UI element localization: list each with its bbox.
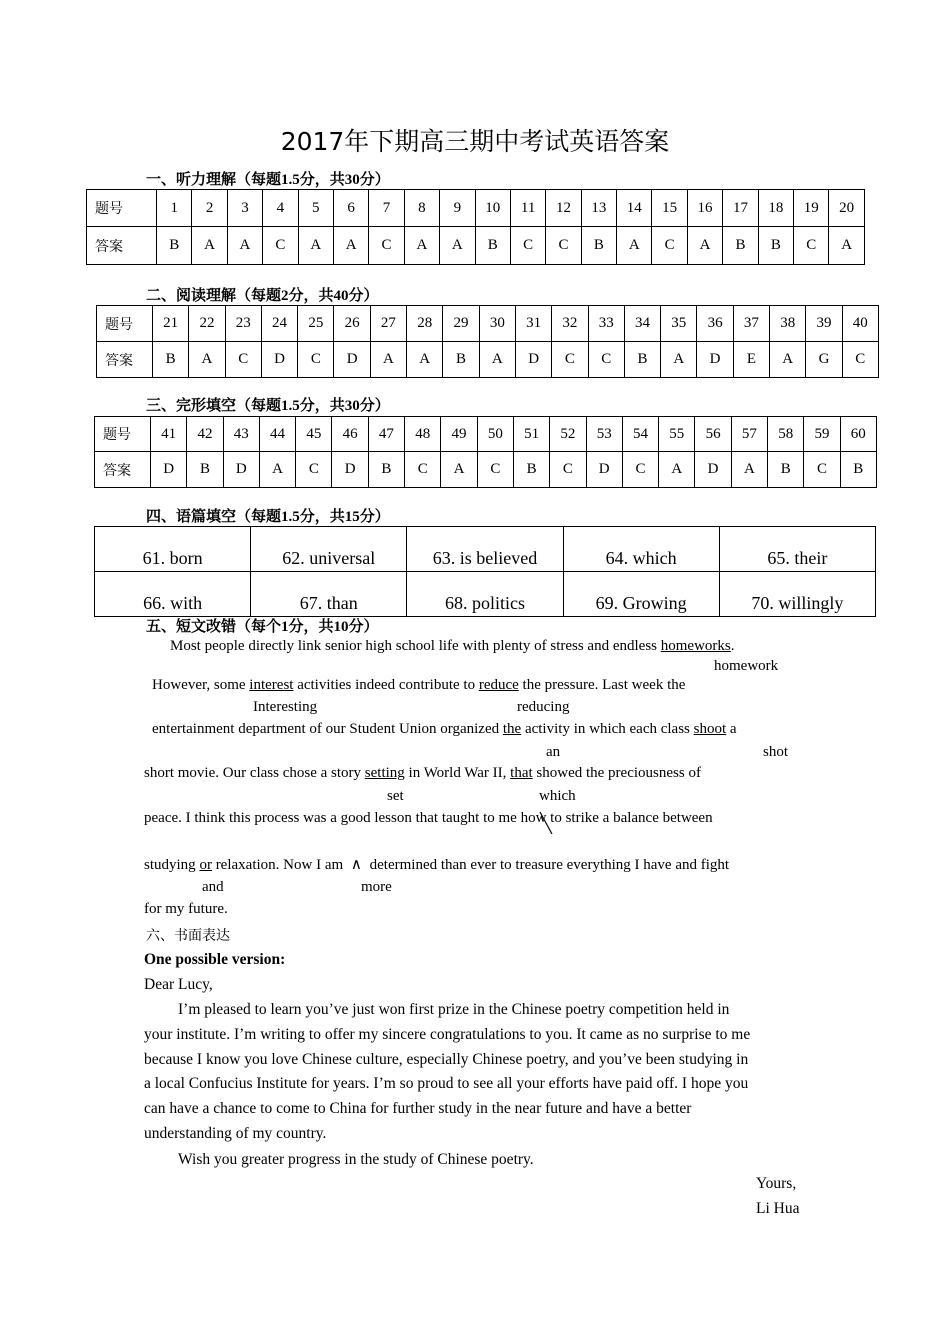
section-heading-cloze: 三、完形填空（每题1.5分，共30分）	[146, 398, 390, 414]
question-number: 44	[259, 417, 295, 452]
answer-letter: C	[588, 342, 624, 378]
correction-word: and	[202, 879, 224, 895]
section-heading-writing: 六、书面表达	[146, 928, 230, 944]
answer-letter: C	[842, 342, 878, 378]
correction-word: more	[361, 879, 392, 895]
letter-signature: Li Hua	[756, 1200, 800, 1217]
table-row	[95, 452, 877, 488]
fill-answer: 70. willingly	[719, 572, 875, 617]
answer-letter: A	[407, 342, 443, 378]
question-number: 23	[225, 306, 261, 342]
question-number: 47	[368, 417, 404, 452]
answer-letter: A	[617, 227, 652, 265]
section-heading-error-correction: 五、短文改错（每个1分，共10分）	[146, 619, 379, 635]
answer-letter: D	[334, 342, 370, 378]
question-number: 40	[842, 306, 878, 342]
answer-letter: B	[187, 452, 223, 488]
correction-word: an	[546, 744, 561, 760]
question-number: 5	[298, 190, 333, 227]
question-number: 29	[443, 306, 479, 342]
answer-row-label: 答案	[87, 227, 157, 265]
cloze-answer-table	[94, 416, 877, 488]
error-word: shoot	[693, 721, 727, 737]
answer-letter: A	[259, 452, 295, 488]
fill-answer: 63. is believed	[407, 527, 563, 572]
answer-letter: C	[296, 452, 332, 488]
grammar-fill-table	[94, 526, 876, 617]
answer-letter: D	[697, 342, 733, 378]
answer-letter: D	[151, 452, 187, 488]
answer-letter: A	[441, 452, 477, 488]
question-number: 3	[227, 190, 262, 227]
fill-answer: 64. which	[563, 527, 719, 572]
error-word: setting	[364, 765, 405, 781]
answer-letter: D	[586, 452, 622, 488]
question-number: 32	[552, 306, 588, 342]
answer-letter: A	[479, 342, 515, 378]
question-number: 12	[546, 190, 581, 227]
table-row	[97, 306, 879, 342]
question-number: 4	[263, 190, 298, 227]
error-word: the	[502, 721, 522, 737]
error-word: homeworks	[660, 638, 731, 654]
answer-letter: B	[368, 452, 404, 488]
answer-letter: C	[804, 452, 840, 488]
answer-letter: A	[731, 452, 767, 488]
answer-letter: B	[758, 227, 793, 265]
answer-letter: C	[622, 452, 658, 488]
fill-answer: 66. with	[95, 572, 251, 617]
answer-letter: B	[443, 342, 479, 378]
fill-answer: 67. than	[251, 572, 407, 617]
table-row	[87, 227, 865, 265]
error-word: interest	[249, 677, 294, 693]
question-number: 49	[441, 417, 477, 452]
answer-letter: D	[695, 452, 731, 488]
question-number: 25	[298, 306, 334, 342]
question-number: 43	[223, 417, 259, 452]
table-row	[95, 527, 876, 572]
error-word: or	[199, 857, 212, 873]
answer-letter: C	[552, 342, 588, 378]
answer-letter: A	[333, 227, 368, 265]
question-number: 19	[794, 190, 829, 227]
question-number: 14	[617, 190, 652, 227]
correction-word: Interesting	[253, 699, 318, 715]
answer-letter: B	[153, 342, 189, 378]
answer-letter: C	[298, 342, 334, 378]
answer-letter: C	[225, 342, 261, 378]
question-number: 56	[695, 417, 731, 452]
question-number: 27	[370, 306, 406, 342]
correction-line: Most people directly link senior high school life with plenty of stress and endless homeworks.	[170, 638, 735, 654]
question-number: 46	[332, 417, 368, 452]
answer-letter: B	[723, 227, 758, 265]
answer-letter: C	[794, 227, 829, 265]
question-number: 15	[652, 190, 687, 227]
number-row-label: 题号	[95, 417, 151, 452]
question-number: 45	[296, 417, 332, 452]
answer-letter: C	[369, 227, 404, 265]
question-number: 6	[333, 190, 368, 227]
answer-letter: C	[510, 227, 545, 265]
fill-answer: 69. Growing	[563, 572, 719, 617]
correction-word: reducing	[517, 699, 570, 715]
question-number: 41	[151, 417, 187, 452]
question-number: 20	[829, 190, 864, 227]
answer-letter: A	[659, 452, 695, 488]
question-number: 42	[187, 417, 223, 452]
answer-letter: A	[298, 227, 333, 265]
section-heading-reading: 二、阅读理解（每题2分，共40分）	[146, 288, 379, 304]
answer-letter: A	[770, 342, 806, 378]
letter-line: I’m pleased to learn you’ve just won first prize in the Chinese poetry competition held in	[178, 1001, 730, 1018]
answer-letter: B	[475, 227, 510, 265]
question-number: 10	[475, 190, 510, 227]
insertion-caret-icon: ∧	[350, 857, 362, 873]
question-number: 53	[586, 417, 622, 452]
answer-letter: D	[223, 452, 259, 488]
answer-row-label: 答案	[97, 342, 153, 378]
table-row	[97, 342, 879, 378]
question-number: 58	[768, 417, 804, 452]
answer-letter: A	[192, 227, 227, 265]
table-row	[95, 572, 876, 617]
correction-word: homework	[714, 658, 779, 674]
question-number: 30	[479, 306, 515, 342]
question-number: 50	[477, 417, 513, 452]
correction-line: studying or relaxation. Now I am ∧ determined than ever to treasure everything I have and fight	[144, 857, 730, 873]
answer-letter: A	[189, 342, 225, 378]
question-number: 37	[733, 306, 769, 342]
listening-answer-table	[86, 189, 865, 265]
answer-letter: C	[550, 452, 586, 488]
question-number: 48	[405, 417, 441, 452]
correction-line: short movie. Our class chose a story setting in World War II, that showed the preciousness of	[144, 765, 701, 781]
question-number: 9	[440, 190, 475, 227]
letter-line: can have a chance to come to China for further study in the near future and have a better	[144, 1100, 692, 1117]
question-number: 52	[550, 417, 586, 452]
fill-answer: 61. born	[95, 527, 251, 572]
question-number: 38	[770, 306, 806, 342]
question-number: 57	[731, 417, 767, 452]
correction-line: for my future.	[144, 901, 228, 917]
reading-answer-table	[96, 305, 879, 378]
answer-letter: A	[687, 227, 722, 265]
error-word: that	[510, 765, 533, 781]
correction-word: which	[539, 788, 576, 804]
correction-word: shot	[763, 744, 789, 760]
question-number: 54	[622, 417, 658, 452]
answer-letter: D	[515, 342, 551, 378]
letter-line: Wish you greater progress in the study of Chinese poetry.	[178, 1151, 534, 1168]
answer-letter: C	[652, 227, 687, 265]
correction-line: peace. I think this process was a good lesson that taught to me how to strike a balance between	[144, 810, 713, 826]
question-number: 34	[624, 306, 660, 342]
answer-letter: B	[624, 342, 660, 378]
correction-line: However, some interest activities indeed contribute to reduce the pressure. Last week the	[152, 677, 686, 693]
correction-word: set	[387, 788, 404, 804]
letter-line: because I know you love Chinese culture, especially Chinese poetry, and you’ve been studying in	[144, 1051, 749, 1068]
question-number: 18	[758, 190, 793, 227]
fill-answer: 65. their	[719, 527, 875, 572]
answer-row-label: 答案	[95, 452, 151, 488]
question-number: 8	[404, 190, 439, 227]
question-number: 35	[661, 306, 697, 342]
question-number: 22	[189, 306, 225, 342]
number-row-label: 题号	[87, 190, 157, 227]
correction-line: entertainment department of our Student Union organized the activity in which each class shoot a	[152, 721, 737, 737]
table-row	[95, 417, 877, 452]
question-number: 13	[581, 190, 616, 227]
question-number: 51	[513, 417, 549, 452]
answer-letter: D	[332, 452, 368, 488]
question-number: 24	[261, 306, 297, 342]
answer-letter: B	[581, 227, 616, 265]
answer-letter: B	[768, 452, 804, 488]
fill-answer: 68. politics	[407, 572, 563, 617]
answer-letter: B	[840, 452, 876, 488]
table-row	[87, 190, 865, 227]
letter-line: a local Confucius Institute for years. I’m so proud to see all your efforts have paid off. I hope you	[144, 1075, 749, 1092]
question-number: 33	[588, 306, 624, 342]
letter-closing: Yours,	[756, 1175, 797, 1192]
answer-letter: A	[661, 342, 697, 378]
deletion-slash-icon	[537, 810, 557, 836]
answer-letter: E	[733, 342, 769, 378]
answer-letter: A	[227, 227, 262, 265]
answer-letter: C	[263, 227, 298, 265]
question-number: 60	[840, 417, 876, 452]
question-number: 17	[723, 190, 758, 227]
question-number: 11	[510, 190, 545, 227]
question-number: 1	[157, 190, 192, 227]
question-number: 59	[804, 417, 840, 452]
fill-answer: 62. universal	[251, 527, 407, 572]
answer-letter: C	[546, 227, 581, 265]
answer-letter: A	[829, 227, 864, 265]
question-number: 16	[687, 190, 722, 227]
question-number: 36	[697, 306, 733, 342]
question-number: 39	[806, 306, 842, 342]
number-row-label: 题号	[97, 306, 153, 342]
answer-letter: A	[404, 227, 439, 265]
answer-letter: D	[261, 342, 297, 378]
answer-letter: A	[440, 227, 475, 265]
answer-letter: G	[806, 342, 842, 378]
question-number: 26	[334, 306, 370, 342]
error-word: reduce	[478, 677, 519, 693]
answer-letter: C	[477, 452, 513, 488]
answer-letter: C	[405, 452, 441, 488]
question-number: 7	[369, 190, 404, 227]
section-heading-grammar-fill: 四、语篇填空（每题1.5分，共15分）	[146, 509, 390, 525]
letter-heading: One possible version:	[144, 951, 286, 968]
question-number: 55	[659, 417, 695, 452]
answer-letter: B	[513, 452, 549, 488]
letter-line: your institute. I’m writing to offer my sincere congratulations to you. It came as no surprise to me	[144, 1026, 751, 1043]
question-number: 2	[192, 190, 227, 227]
letter-line: understanding of my country.	[144, 1125, 327, 1142]
section-heading-listening: 一、听力理解（每题1.5分，共30分）	[146, 172, 390, 188]
question-number: 31	[515, 306, 551, 342]
question-number: 28	[407, 306, 443, 342]
page-title: 2017年下期高三期中考试英语答案	[280, 127, 670, 156]
letter-salutation: Dear Lucy,	[144, 976, 213, 993]
question-number: 21	[153, 306, 189, 342]
answer-letter: A	[370, 342, 406, 378]
answer-letter: B	[157, 227, 192, 265]
